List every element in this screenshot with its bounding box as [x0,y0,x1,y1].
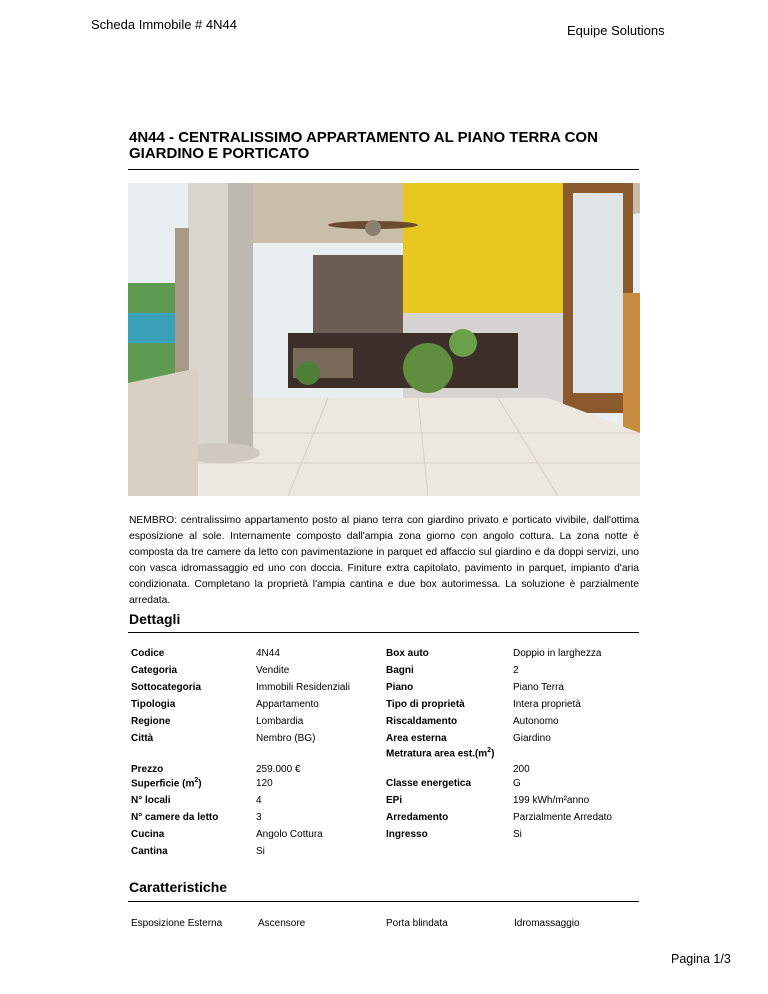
property-description: NEMBRO: centralissimo appartamento posto al piano terra con giardino privato e porticato vivibile, dall'ottima esposizione al sole. Internamente composto dall'ampia zona giorno con angolo cottura. La zona notte è composta da tre camere da letto con pavimentazione in parquet ed affaccio sul giardino e da doppi servizi, uno con vasca idromassaggio ed uno con doccia. Finiture extra capitolato, pavimento in parquet, impianto d'aria condizionata. Completano la proprietà l'ampia cantina e due box autorimessa. La soluzione è parzialmente arredata. [129,515,639,606]
property-photo [128,183,640,496]
detail-value: 3 [256,812,262,823]
detail-value: Nembro (BG) [256,733,316,744]
detail-value: 4N44 [256,648,280,659]
detail-label: Sottocategoria [131,682,202,693]
details-row [128,809,639,826]
detail-value: Doppio in larghezza [513,648,602,659]
details-row [128,679,639,696]
detail-value: 199 kWh/m²anno [513,795,590,806]
detail-label: Tipologia [131,699,176,710]
detail-value: Si [513,829,522,840]
detail-value: 120 [256,778,273,789]
page-number: Pagina 1/3 [671,952,731,966]
title-divider [128,169,639,170]
feature-item: Esposizione Esterna [131,918,223,929]
detail-label: Prezzo [131,764,164,775]
detail-label: N° camere da letto [131,812,219,823]
detail-value: Lombardia [256,716,304,727]
detail-value [510,843,639,860]
detail-value: Appartamento [256,699,319,710]
detail-value: Intera proprietà [513,699,581,710]
detail-value: Autonomo [513,716,559,727]
superscript: 2 [487,747,492,754]
detail-label: Piano [386,682,414,693]
details-table [128,645,639,860]
detail-value: 200 [513,764,530,775]
details-row [128,662,639,679]
detail-value: Si [256,846,265,857]
detail-value: Immobili Residenziali [256,682,350,693]
details-row [128,713,639,730]
feature-item: Porta blindata [386,918,448,929]
features-divider [128,901,639,902]
details-row [128,645,639,662]
detail-label: Categoria [131,665,178,676]
details-row [128,792,639,809]
detail-label: EPi [386,795,403,806]
detail-label: Cantina [131,846,168,857]
detail-label: Superficie $(m^2)$ [131,777,202,790]
detail-value: 259.000 € [256,764,301,775]
detail-label [383,843,510,860]
detail-value: Angolo Cottura [256,829,323,840]
detail-value: 4 [256,795,262,806]
detail-label: Bagni [386,665,414,676]
detail-label: Arredamento [386,812,449,823]
header-left: Scheda Immobile # 4N44 [91,17,237,32]
detail-value: 2 [513,665,519,676]
details-heading: Dettagli [129,611,181,627]
details-row [128,747,639,775]
detail-label: Area esterna [386,733,447,744]
superscript: 2 [194,777,199,785]
detail-label: Città [131,733,154,744]
detail-value: Vendite [256,665,290,676]
detail-label: Metratura area $est.(m^2)$ [386,747,495,760]
details-row [128,826,639,843]
detail-label: Cucina [131,829,165,840]
detail-label: Ingresso [386,829,428,840]
detail-value: Giardino [513,733,551,744]
feature-item: Idromassaggio [514,918,580,929]
detail-label: Codice [131,648,165,659]
details-row [128,843,639,860]
page-title: 4N44 - CENTRALISSIMO APPARTAMENTO AL PIANO TERRA CON GIARDINO E PORTICATO [129,129,598,162]
details-row [128,730,639,747]
details-row [128,696,639,713]
detail-label: Classe energetica [386,778,472,789]
feature-item: Ascensore [258,918,306,929]
features-heading: Caratteristiche [129,879,228,895]
detail-value: G [513,778,521,789]
details-row [128,775,639,792]
detail-label: Riscaldamento [386,716,458,727]
detail-label: Regione [131,716,171,727]
details-divider [128,632,639,633]
detail-value: Piano Terra [513,682,564,693]
detail-label: Box auto [386,648,429,659]
detail-value: Parzialmente Arredato [513,812,612,823]
detail-label: N° locali [131,795,171,806]
header-right: Equipe Solutions [567,23,665,38]
detail-label: Tipo di proprietà [386,699,465,710]
